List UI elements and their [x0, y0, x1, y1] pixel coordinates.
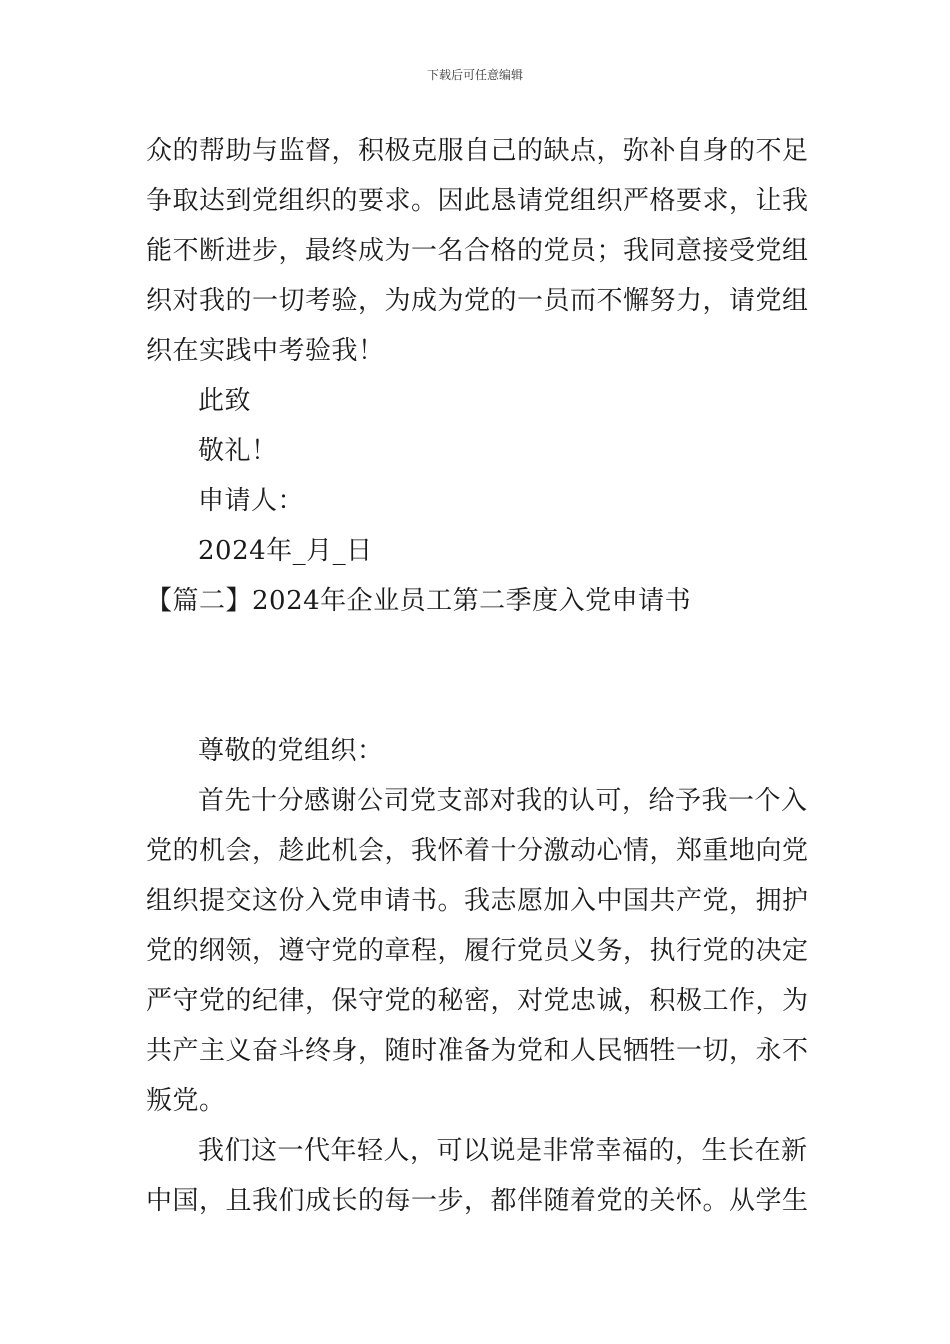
paragraph-line: 党的机会，趁此机会，我怀着十分激动心情，郑重地向党: [146, 836, 809, 866]
paragraph-line: 我们这一代年轻人，可以说是非常幸福的，生长在新: [198, 1136, 808, 1166]
date-line: 2024年_月_日: [198, 536, 373, 566]
body-line: 能不断进步，最终成为一名合格的党员；我同意接受党组: [146, 236, 809, 266]
paragraph-line: 叛党。: [146, 1086, 226, 1116]
paragraph-line: 党的纲领，遵守党的章程，履行党员义务，执行党的决定: [146, 936, 809, 966]
paragraph-line: 严守党的纪律，保守党的秘密，对党忠诚，积极工作，为: [146, 986, 809, 1016]
closing-zhi: 此致: [198, 386, 252, 416]
closing-jingli: 敬礼！: [198, 436, 278, 466]
salutation: 尊敬的党组织：: [198, 736, 384, 766]
paragraph-line: 中国，且我们成长的每一步，都伴随着党的关怀。从学生: [146, 1186, 809, 1216]
page-header: 下载后可任意编辑: [426, 68, 523, 82]
paragraph-line: 组织提交这份入党申请书。我志愿加入中国共产党，拥护: [146, 886, 809, 916]
body-line: 争取达到党组织的要求。因此恳请党组织严格要求，让我: [146, 186, 809, 216]
applicant-label: 申请人：: [198, 486, 305, 516]
body-line: 织对我的一切考验，为成为党的一员而不懈努力，请党组: [146, 286, 809, 316]
body-line: 织在实践中考验我！: [146, 336, 385, 366]
paragraph-line: 首先十分感谢公司党支部对我的认可，给予我一个入: [198, 786, 808, 816]
body-line: 众的帮助与监督，积极克服自己的缺点，弥补自身的不足: [146, 136, 809, 166]
paragraph-line: 共产主义奋斗终身，随时准备为党和人民牺牲一切，永不: [146, 1036, 809, 1066]
document-body: [146, 126, 810, 1226]
spacer: [146, 626, 810, 726]
section-title: 【篇二】2024年企业员工第二季度入党申请书: [146, 586, 692, 616]
